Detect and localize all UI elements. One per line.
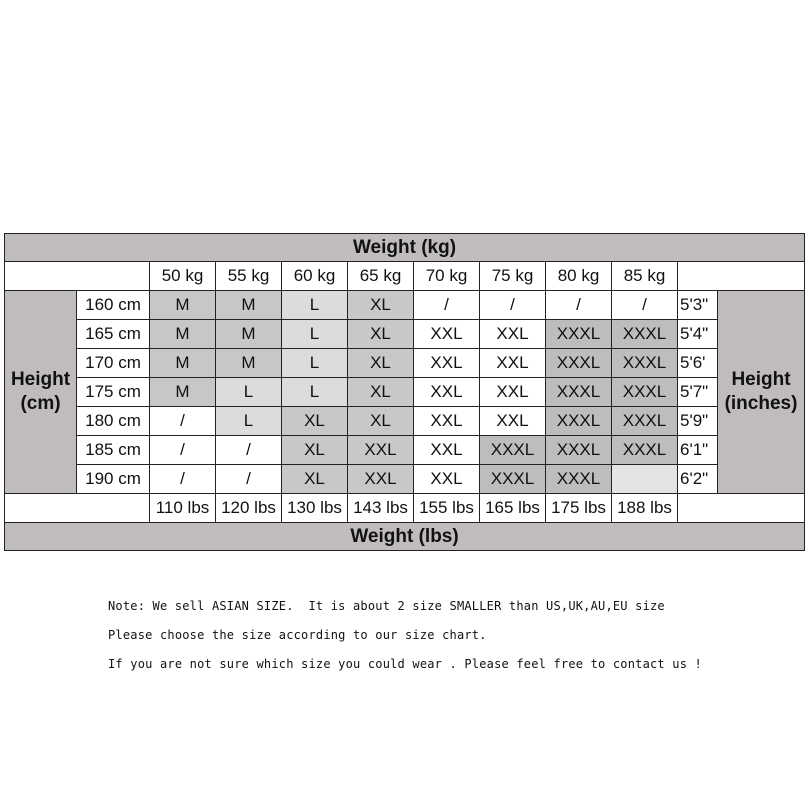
size-cell: / [150, 465, 216, 494]
size-row [5, 349, 805, 378]
size-cell: / [216, 436, 282, 465]
size-row [5, 291, 805, 320]
size-cell: XXXL [612, 349, 678, 378]
size-row [5, 407, 805, 436]
weight-lbs-header: 143 lbs [348, 494, 414, 523]
size-cell: XXL [414, 436, 480, 465]
size-cell: XL [282, 465, 348, 494]
weight-lbs-header: 120 lbs [216, 494, 282, 523]
size-cell: XXXL [546, 320, 612, 349]
size-cell: M [150, 378, 216, 407]
weight-kg-title: Weight (kg) [5, 234, 805, 262]
height-inches-value: 5'3" [678, 291, 718, 320]
size-cell: XXL [480, 378, 546, 407]
weight-kg-header: 55 kg [216, 262, 282, 291]
size-cell: / [546, 291, 612, 320]
height-inches-value: 5'4" [678, 320, 718, 349]
height-cm-value: 170 cm [77, 349, 150, 378]
size-cell: XXXL [546, 349, 612, 378]
size-row [5, 465, 805, 494]
weight-lbs-header: 175 lbs [546, 494, 612, 523]
size-row [5, 320, 805, 349]
height-cm-value: 175 cm [77, 378, 150, 407]
size-cell: XXL [414, 407, 480, 436]
size-chart-table [4, 233, 805, 551]
size-cell: M [216, 320, 282, 349]
size-cell: L [282, 291, 348, 320]
height-inches-value: 5'9" [678, 407, 718, 436]
weight-kg-header: 70 kg [414, 262, 480, 291]
size-cell: XXL [480, 349, 546, 378]
height-inches-value: 6'1" [678, 436, 718, 465]
size-cell: XXL [414, 320, 480, 349]
blank-cell [5, 262, 150, 291]
size-cell: XL [348, 320, 414, 349]
size-cell: XL [348, 291, 414, 320]
size-cell: L [216, 407, 282, 436]
size-cell: XL [282, 436, 348, 465]
size-cell: XL [348, 349, 414, 378]
weight-kg-header: 80 kg [546, 262, 612, 291]
size-cell: L [282, 349, 348, 378]
height-cm-value: 185 cm [77, 436, 150, 465]
weight-lbs-header: 188 lbs [612, 494, 678, 523]
size-cell: XXXL [546, 436, 612, 465]
size-cell: / [150, 436, 216, 465]
weight-lbs-header: 165 lbs [480, 494, 546, 523]
size-row [5, 436, 805, 465]
size-cell: XXXL [612, 407, 678, 436]
size-cell: XXXL [612, 378, 678, 407]
weight-kg-header: 60 kg [282, 262, 348, 291]
height-cm-value: 165 cm [77, 320, 150, 349]
size-row [5, 378, 805, 407]
height-inches-value: 6'2" [678, 465, 718, 494]
size-cell: M [150, 320, 216, 349]
blank-cell [5, 494, 150, 523]
note-line-1: Note: We sell ASIAN SIZE. It is about 2 size SMALLER than US,UK,AU,EU size [108, 599, 665, 613]
size-cell: XXL [348, 436, 414, 465]
size-cell: M [150, 291, 216, 320]
size-cell: XXL [348, 465, 414, 494]
height-inches-label: Height (inches) [718, 291, 805, 494]
size-cell: XXXL [612, 320, 678, 349]
height-inches-value: 5'7" [678, 378, 718, 407]
size-cell: L [282, 378, 348, 407]
size-cell: XXXL [546, 378, 612, 407]
note-line-3: If you are not sure which size you could wear . Please feel free to contact us ! [108, 657, 702, 671]
size-cell: XXXL [480, 465, 546, 494]
weight-lbs-header-row [5, 494, 805, 523]
note-line-2: Please choose the size according to our size chart. [108, 628, 487, 642]
size-cell: XXL [414, 465, 480, 494]
blank-cell [678, 494, 805, 523]
weight-kg-header: 65 kg [348, 262, 414, 291]
size-cell: XL [348, 378, 414, 407]
size-cell: XXXL [546, 407, 612, 436]
height-inches-value: 5'6' [678, 349, 718, 378]
size-cell: / [480, 291, 546, 320]
size-cell: XXL [414, 378, 480, 407]
weight-kg-header: 50 kg [150, 262, 216, 291]
height-cm-value: 180 cm [77, 407, 150, 436]
weight-lbs-header: 110 lbs [150, 494, 216, 523]
size-cell: XXL [414, 349, 480, 378]
size-cell: / [414, 291, 480, 320]
size-cell: / [612, 291, 678, 320]
size-cell: XXL [480, 407, 546, 436]
size-cell: L [216, 378, 282, 407]
weight-lbs-title: Weight (lbs) [5, 523, 805, 551]
blank-cell [678, 262, 805, 291]
bottom-band-row [5, 523, 805, 551]
weight-kg-header: 75 kg [480, 262, 546, 291]
size-cell: XXXL [480, 436, 546, 465]
weight-kg-header-row [5, 262, 805, 291]
size-cell: M [216, 291, 282, 320]
weight-lbs-header: 155 lbs [414, 494, 480, 523]
notes-block [108, 597, 702, 684]
size-cell: XXXL [546, 465, 612, 494]
size-cell: / [150, 407, 216, 436]
top-band-row [5, 234, 805, 262]
size-cell: XXXL [612, 436, 678, 465]
weight-lbs-header: 130 lbs [282, 494, 348, 523]
size-cell: XL [282, 407, 348, 436]
size-cell: M [216, 349, 282, 378]
size-cell: / [216, 465, 282, 494]
size-cell: XL [348, 407, 414, 436]
weight-kg-header: 85 kg [612, 262, 678, 291]
size-cell: M [150, 349, 216, 378]
height-cm-label: Height (cm) [5, 291, 77, 494]
size-cell [612, 465, 678, 494]
size-cell: XXL [480, 320, 546, 349]
height-cm-value: 190 cm [77, 465, 150, 494]
height-cm-value: 160 cm [77, 291, 150, 320]
size-cell: L [282, 320, 348, 349]
